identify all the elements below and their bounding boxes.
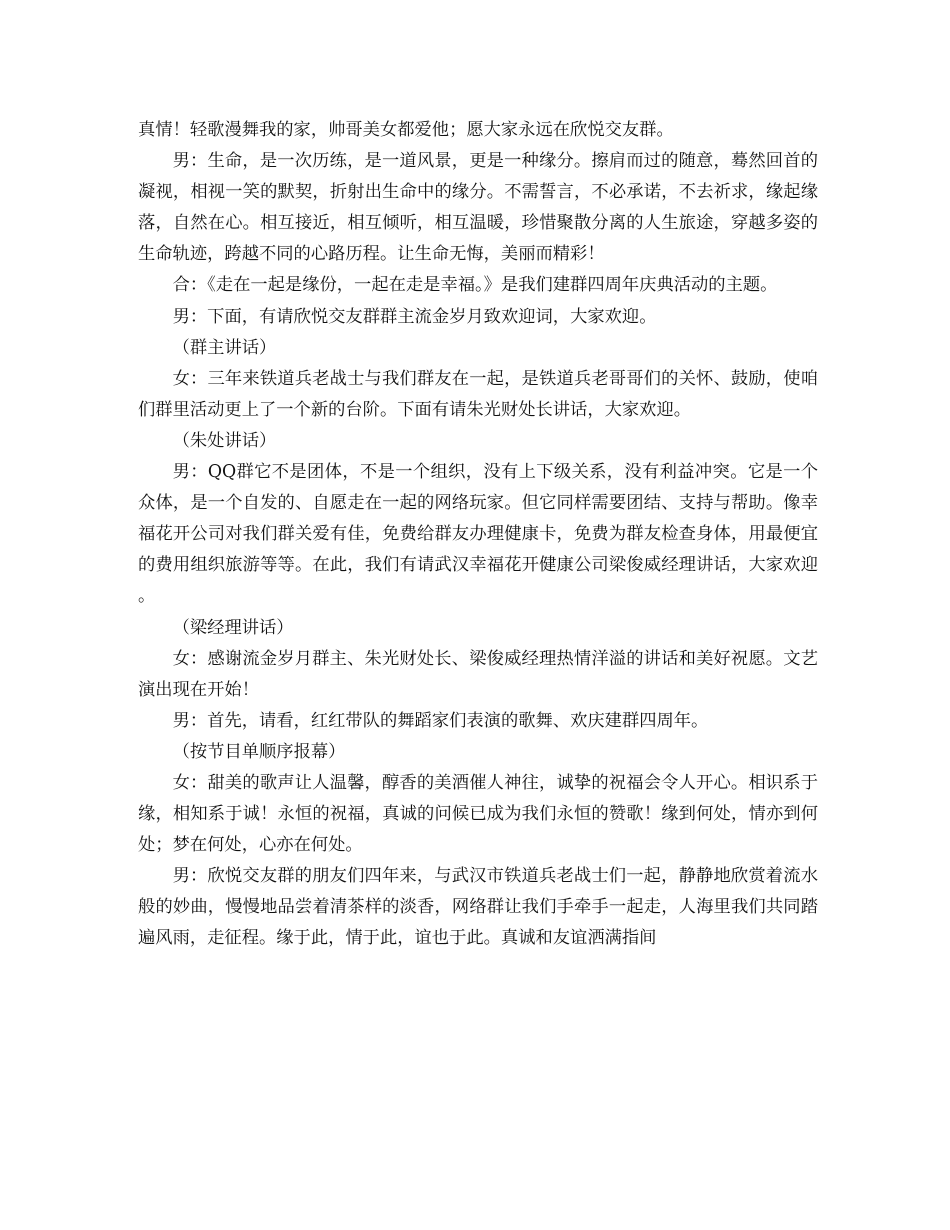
stage-note-program-order: （按节目单顺序报幕） (172, 741, 346, 762)
stage-note-host-speech: （群主讲话） (172, 337, 277, 358)
document-page (138, 115, 818, 955)
paragraph-together-theme: 合：《走在一起是缘份，一起在走是幸福。》是我们建群四周年庆典活动的主题。 (172, 275, 778, 296)
paragraph-male-speech: 男：生命，是一次历练，是一道风景，更是一种缘分。擦肩而过的随意，蓦然回首的凝视，相视一笑的默契，折射出生命中的缘分。不需誓言，不必承诺，不去祈求，缘起缘落，自然在心。相互接近，相互倾听，相互温暖，珍惜聚散分离的人生旅途，穿越多姿的生命轨迹，跨越不同的心路历程。让生命无悔，美丽而精彩！ (138, 151, 818, 265)
paragraph-female-speech: 女：三年来铁道兵老战士与我们群友在一起，是铁道兵老哥哥们的关怀、鼓励，使咱们群里活动更上了一个新的台阶。下面有请朱光财处长讲话，大家欢迎。 (138, 368, 818, 420)
paragraph-continuation: 真情！轻歌漫舞我的家，帅哥美女都爱他；愿大家永远在欣悦交友群。 (138, 120, 674, 140)
paragraph-male-welcome: 男：下面，有请欣悦交友群群主流金岁月致欢迎词，大家欢迎。 (172, 306, 657, 327)
stage-note-zhu-speech: （朱处讲话） (172, 430, 277, 451)
paragraph-female-thanks: 女：感谢流金岁月群主、朱光财处长、梁俊威经理热情洋溢的讲话和美好祝愿。文艺演出现在开始！ (138, 648, 818, 700)
stage-note-liang-speech: （梁经理讲话） (172, 617, 294, 638)
paragraph-male-qq-group: 男：QQ群它不是团体，不是一个组织，没有上下级关系，没有利益冲突。它是一个众体，是一个自发的、自愿走在一起的网络玩家。但它同样需要团结、支持与帮助。像幸福花开公司对我们群关爱有佳，免费给群友办理健康卡，免费为群友检查身体，用最便宜的费用组织旅游等等。在此，我们有请武汉幸福花开健康公司梁俊威经理讲话，大家欢迎。 (138, 462, 818, 607)
paragraph-male-friendship: 男：欣悦交友群的朋友们四年来，与武汉市铁道兵老战士们一起，静静地欣赏着流水般的妙曲，慢慢地品尝着清茶样的淡香，网络群让我们手牵手一起走，人海里我们共同踏遍风雨，走征程。缘于此，情于此，谊也于此。真诚和友谊洒满指间 (138, 866, 818, 949)
paragraph-female-blessing: 女：甜美的歌声让人温馨，醇香的美酒催人神往，诚挚的祝福会令人开心。相识系于缘，相知系于诚！永恒的祝福，真诚的问候已成为我们永恒的赞歌！缘到何处，情亦到何处；梦在何处，心亦在何处。 (138, 772, 818, 856)
paragraph-male-first-show: 男：首先，请看，红红带队的舞蹈家们表演的歌舞、欢庆建群四周年。 (172, 710, 709, 731)
